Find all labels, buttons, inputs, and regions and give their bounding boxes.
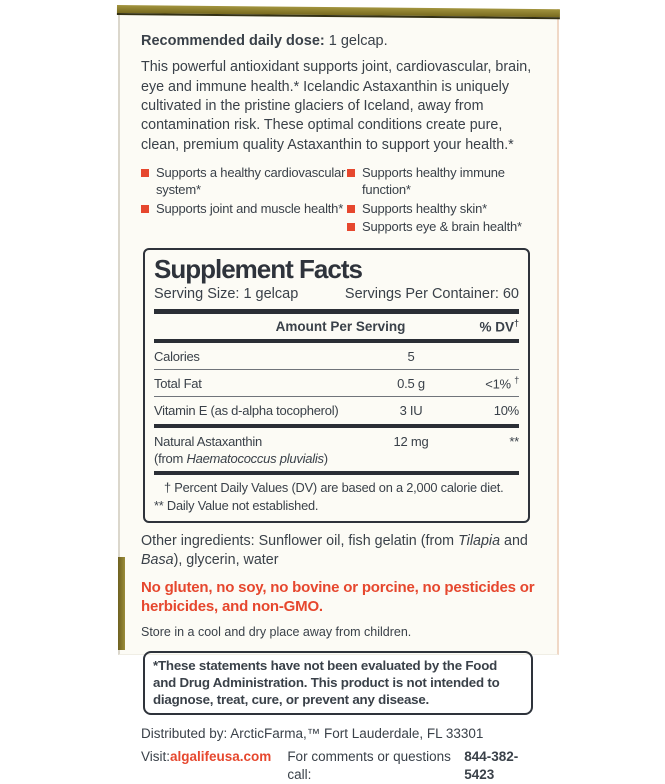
ingredients-text: Other ingredients: Sunflower oil, fish gelatin (from (141, 532, 459, 549)
bullet-square-icon (141, 169, 149, 177)
species-basa: Basa (141, 551, 174, 568)
benefit-item (347, 219, 542, 236)
percent-dv-header (457, 318, 519, 336)
package-panel (118, 9, 559, 783)
label-content (141, 32, 542, 784)
dv-value: <1% (485, 376, 515, 392)
nutrient-name: Vitamin E (as d-alpha tocopherol) (154, 403, 339, 419)
benefit-text: Supports joint and muscle health* (156, 200, 344, 216)
bullet-square-icon (347, 169, 355, 177)
benefit-item (141, 201, 347, 218)
amount-per-serving-header: Amount Per Serving (275, 319, 406, 335)
nutrient-amount: 3 IU (399, 403, 423, 419)
nutrient-name (154, 433, 361, 467)
fda-disclaimer-box (143, 651, 533, 716)
facts-footnotes (154, 475, 519, 515)
bullet-square-icon (347, 205, 355, 213)
dagger-symbol: † (514, 375, 519, 385)
nutrient-dv: ** (509, 433, 519, 449)
nutrient-dv (461, 375, 519, 392)
other-ingredients (141, 532, 542, 570)
serving-size: Serving Size: 1 gelcap (154, 286, 299, 303)
nutrient-name-line2 (154, 450, 361, 467)
source-prefix: (from (154, 450, 187, 466)
supplement-facts-title: Supplement Facts (154, 253, 362, 284)
nutrient-amount: 0.5 g (397, 376, 425, 392)
nutrient-name: Calories (154, 348, 200, 364)
benefit-column-right (347, 165, 542, 238)
free-from-claims: No gluten, no soy, no bovine or porcine, no pesticides or herbicides, and non-GMO. (141, 578, 535, 615)
website-url: algalifeusa.com (170, 749, 272, 765)
package-left-edge (118, 557, 125, 650)
dose-value: 1 gelcap. (324, 33, 388, 49)
benefit-text: Supports a healthy cardiovascular system* (156, 165, 346, 197)
bullet-square-icon (347, 223, 355, 231)
serving-info-row (154, 285, 519, 308)
nutrient-dv: 10% (493, 403, 519, 419)
nutrient-name: Total Fat (154, 376, 202, 392)
comments-label: For comments or questions call: (287, 749, 451, 783)
visit-label: Visit: (141, 749, 171, 765)
ingredients-text: ), glycerin, water (173, 551, 279, 568)
footnote-daily-values: † Percent Daily Values (DV) are based on a 2,000 calorie diet. (164, 479, 504, 495)
dose-label: Recommended daily dose: (141, 33, 325, 49)
storage-instructions: Store in a cool and dry place away from children. (141, 625, 412, 640)
intro-paragraph: This powerful antioxidant supports joint, cardiovascular, brain, eye and immune health.* Icelandic Astaxanthin is uniquely cultivated in the pristine glaciers of Iceland, away from contamination risk. These optimal conditions create pure, clean, premium quality Astaxanthin to support your health.* (141, 59, 532, 153)
footnote-dv-not-established: ** Daily Value not established. (154, 497, 319, 513)
distributor-line: Distributed by: ArcticFarma,™ Fort Lauderdale, FL 33301 (141, 726, 484, 742)
benefit-item (347, 201, 542, 218)
supplement-facts-panel (143, 248, 530, 523)
benefit-text: Supports healthy skin* (362, 200, 487, 216)
package-top-edge (117, 5, 560, 19)
recommended-dose-line (141, 32, 542, 51)
facts-row-vitamin-e (154, 397, 519, 423)
source-species: Haematococcus pluvialis (186, 450, 324, 466)
benefit-text: Supports healthy immune function* (362, 165, 505, 197)
nutrient-amount: 12 mg (393, 433, 429, 449)
facts-row-total-fat (154, 370, 519, 396)
phone-number: 844-382-5423 (464, 749, 519, 783)
fda-disclaimer-text: *These statements have not been evaluated by the Food and Drug Administration. This product is not intended to diagnose, treat, cure, or prevent any disease. (153, 657, 500, 708)
nutrient-name-line1: Natural Astaxanthin (154, 433, 262, 449)
contact-line (141, 748, 542, 784)
percent-dv-label: % DV (479, 319, 514, 335)
facts-row-astaxanthin (154, 428, 519, 471)
dagger-symbol: † (513, 317, 519, 328)
source-suffix: ) (323, 450, 328, 466)
ingredients-text: and (500, 532, 528, 549)
benefit-text: Supports eye & brain health* (362, 219, 522, 235)
nutrient-amount: 5 (407, 348, 415, 364)
species-tilapia: Tilapia (458, 532, 501, 549)
benefit-column-left (141, 165, 347, 238)
benefit-item (347, 165, 542, 198)
benefit-list (141, 165, 542, 238)
bullet-square-icon (141, 205, 149, 213)
facts-row-calories (154, 343, 519, 369)
benefit-item (141, 165, 347, 198)
facts-header-row (154, 314, 519, 339)
servings-per-container: Servings Per Container: 60 (344, 286, 519, 303)
